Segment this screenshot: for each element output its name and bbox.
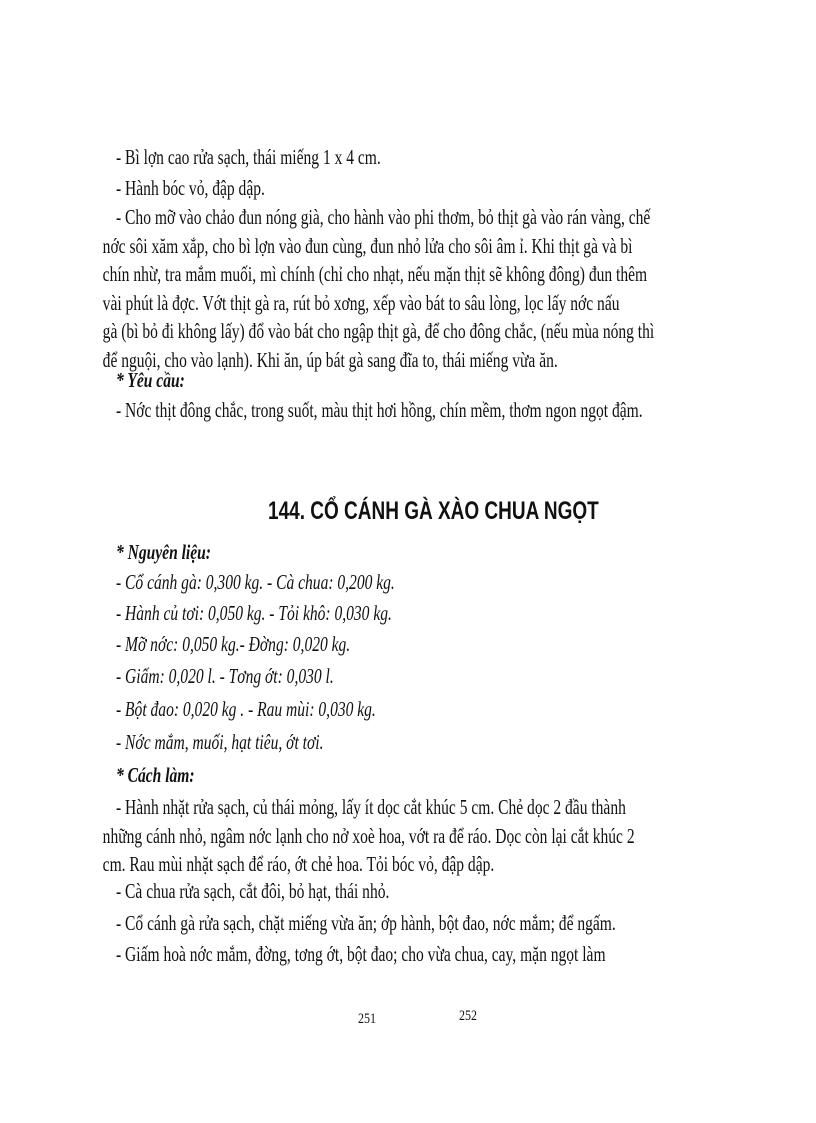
- step-bi-lon: - Bì lợn cao rửa sạch, thái miếng 1 x 4 cm.: [116, 145, 381, 169]
- paragraph-line: những cánh nhỏ, ngâm nớc lạnh cho nở xoè hoa, vớt ra để ráo. Dọc còn lại cắt khúc 2: [102, 823, 635, 848]
- paragraph-line: để nguội, cho vào lạnh). Khi ăn, úp bát gà sang đĩa to, thái miếng vừa ăn.: [102, 347, 558, 372]
- method-paragraph-2: [102, 793, 775, 879]
- requirement-heading: * Yêu cầu:: [116, 368, 185, 392]
- ingredient-line: - Hành củ tơi: 0,050 kg. - Tỏi khô: 0,030 kg.: [116, 601, 392, 625]
- ingredient-line: - Mỡ nớc: 0,050 kg.- Đờng: 0,020 kg.: [116, 632, 351, 656]
- paragraph-line: vài phút là đợc. Vớt thịt gà ra, rút bỏ xơng, xếp vào bát to sâu lòng, lọc lấy nớc nấu: [102, 290, 620, 315]
- recipe-title: 144. CỔ CÁNH GÀ XÀO CHUA NGỌT: [268, 497, 599, 525]
- paragraph-line: - Hành nhặt rửa sạch, củ thái mỏng, lấy ít dọc cắt khúc 5 cm. Chẻ dọc 2 đầu thành: [116, 795, 626, 819]
- paragraph-line: - Cho mỡ vào chảo đun nóng già, cho hành vào phi thơm, bỏ thịt gà vào rán vàng, chế: [116, 205, 651, 229]
- method-paragraph-1: [102, 203, 775, 374]
- page-number-left: 251: [358, 1011, 376, 1027]
- step-hanh: - Hành bóc vỏ, đập dập.: [116, 176, 265, 200]
- ingredients-heading: * Nguyên liệu:: [116, 540, 211, 564]
- step-co-canh: - Cổ cánh gà rửa sạch, chặt miếng vừa ăn; ớp hành, bột đao, nớc mắm; để ngấm.: [116, 911, 616, 935]
- ingredient-line: - Giấm: 0,020 l. - Tơng ớt: 0,030 l.: [116, 664, 334, 688]
- paragraph-line: chín nhừ, tra mắm muối, mì chính (chỉ cho nhạt, nếu mặn thịt sẽ không đông) đun thêm: [102, 262, 648, 286]
- requirement-text: - Nớc thịt đông chắc, trong suốt, màu thịt hơi hồng, chín mềm, thơm ngon ngọt đậm.: [116, 398, 643, 422]
- ingredient-line: - Nớc mắm, muối, hạt tiêu, ớt tơi.: [116, 730, 324, 754]
- ingredient-line: - Bột đao: 0,020 kg . - Rau mùi: 0,030 kg.: [116, 697, 376, 721]
- method-heading: * Cách làm:: [116, 763, 195, 787]
- step-giam: - Giấm hoà nớc mắm, đờng, tơng ớt, bột đao; cho vừa chua, cay, mặn ngọt làm: [116, 942, 606, 966]
- paragraph-line: gà (bì bỏ đi không lấy) đổ vào bát cho ngập thịt gà, để cho đông chắc, (nếu mùa nóng thì: [102, 319, 655, 343]
- paragraph-line: cm. Rau mùi nhặt sạch để ráo, ớt chẻ hoa. Tỏi bóc vỏ, đập dập.: [102, 852, 495, 876]
- page-number-right: 252: [459, 1008, 477, 1024]
- step-ca-chua: - Cà chua rửa sạch, cắt đôi, bỏ hạt, thái nhỏ.: [116, 879, 390, 903]
- ingredient-line: - Cổ cánh gà: 0,300 kg. - Cà chua: 0,200 kg.: [116, 570, 395, 594]
- paragraph-line: nớc sôi xăm xắp, cho bì lợn vào đun cùng, đun nhỏ lửa cho sôi âm ỉ. Khi thịt gà và bì: [102, 233, 633, 258]
